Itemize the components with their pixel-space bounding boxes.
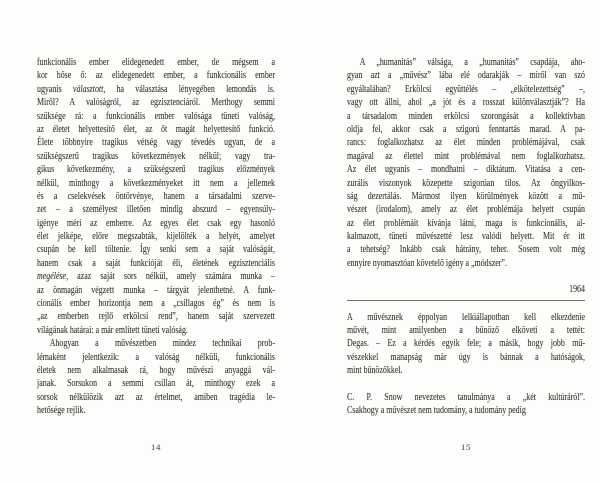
text-line: kalmazott, tüneti művészetté lesz valódi helyett. Mit ér itt — [347, 231, 585, 243]
italic-text: megélése — [37, 271, 67, 283]
text-line: nélkül, minthogy a következményeket itt nem a jellemek — [37, 177, 275, 189]
section-divider — [347, 300, 585, 301]
text-line: egyáltalában? Erkölcsi együttélés – „elkötelezettség” –, — [347, 83, 585, 95]
page-right-entry-top — [347, 56, 585, 270]
text-line: gikus következmény, a szükségszerű tragikus előzmények — [37, 164, 275, 176]
text-line: az önmagán végzett munka – tárgyát jelenthetné. A funk- — [37, 284, 275, 296]
text: , azaz saját sors nélkül, amely számára munka – — [66, 271, 275, 283]
text-line: vagy ott állni, ahol „a jót és a rosszat különválasztják”? Ha — [347, 97, 585, 109]
text-line: hanem csak a saját funkcióját éli, életének egzisztenciális — [37, 257, 275, 269]
page-number-right: 15 — [461, 442, 471, 452]
text-line: Élete többnyire tragikus vétség vagy tévedés ugyan, de a — [37, 137, 275, 149]
text-line — [37, 270, 275, 283]
text-line: sorsok nélkülözik azt az értelmet, amiben tragédia le- — [37, 391, 275, 403]
text-line: gyan azt a „művész” lába elé odarakják – miről van szó — [347, 70, 585, 82]
text-line: csupán be kell töltenie. Így senki sem a saját valóságát, — [37, 244, 275, 256]
page-left-text — [37, 56, 275, 418]
text-line: és a cselekvések öntörvénye, hanem a társadalmi szerve- — [37, 190, 275, 202]
text-line: janak. Sorsukon a semmi csillan át, minthogy ezek a — [37, 378, 275, 390]
text: ugyanis — [37, 83, 73, 95]
text-line: magával az élettel mint problémával nem foglalkozhatsz. — [347, 150, 585, 162]
text-line: igénye méri az emberre. Az egyes élet csak egy hasonló — [37, 217, 275, 229]
text-line: kor hőse ő: az elidegenedett ember, a funkcionális ember — [37, 70, 275, 82]
text-line: a társadalom minden erkölcsi szorongását a kollektívban — [347, 110, 585, 122]
text-line: hetősége rejlik. — [37, 405, 86, 417]
page-right-entry-bottom — [347, 311, 585, 418]
paragraph — [37, 56, 275, 337]
text-line: oldja fel, akkor csak a szigorú fenntartás marad. A pa- — [347, 123, 585, 135]
text-line: rancs: foglalkozhatsz az élet minden problémájával, csak — [347, 137, 585, 149]
text-line: Csakhogy a művészet nem tudomány, a tudomány pedig — [347, 405, 526, 417]
text-line: művét, mint amilyenben a bűnöző elköveti a tettét: — [347, 325, 585, 337]
text-line: C. P. Snow nevezetes tanulmánya a „két kultúráról”. — [347, 391, 585, 403]
text-line: az élet problémáit kívánja látni, maga is funkcionális, al- — [347, 217, 585, 229]
text-line: ság dezertálás. Mármost ilyen körülmények között a mű- — [347, 190, 585, 202]
text-line: funkcionális ember elidegenedett ember, de mégsem a — [37, 57, 275, 68]
text-line: Miről? A valóságról, az egzisztenciáról. Merthogy semmi — [37, 97, 275, 109]
paragraph — [37, 337, 275, 417]
text-line: Ahogyan a művészetben mindez technikai prob- — [49, 338, 275, 350]
text-line: az életet helyettesítő élet, az őt magát helyettesítő funkció. — [37, 123, 275, 135]
text-line: lémaként jelentkezik: a valóság nélküli, funkcionális — [37, 351, 275, 363]
year-label: 1964 — [569, 284, 585, 296]
text-line: Az élet ugyanis – mondhatni – diktátum. Vitatása a cen- — [347, 164, 585, 176]
text-line: vészet (irodalom), amely az élet problémája helyett csupán — [347, 204, 585, 216]
paragraph — [347, 311, 585, 378]
text-line: „az emberben rejlő erkölcsi rend”, hanem saját szervezett — [37, 311, 275, 323]
text-line: életek nem alkalmasak rá, hogy művészi anyaggá vál- — [37, 364, 275, 376]
text-line: A művésznek éppolyan lelkiállapotban kell elkezdenie — [347, 311, 585, 323]
page-number-left: 14 — [151, 442, 161, 452]
text-line: A „humanitás” válsága, a „humanitás” csapdája, aho- — [359, 57, 585, 68]
text-line: ennyire nyomasztóan követelő igény a „módszer”. — [347, 257, 507, 269]
text-line: világának határai: a már említett tüneti valóság. — [37, 324, 188, 336]
italic-text: választott — [72, 83, 104, 95]
text-line: vészekkel manapság már úgy is bánnak a hatóságok, — [347, 351, 585, 363]
text-line: zet – a személyest illetően mindig abszurd – egyensúly- — [37, 204, 275, 216]
text-line: Degas. – Ez a kérdés egyik fele; a másik, hogy jobb mű- — [347, 338, 585, 350]
text-line: a tehetség? Inkább csak hátrány, teher. Sosem volt még — [347, 244, 585, 256]
text: , ha választása lényegében lemondás is. — [103, 83, 276, 95]
paragraph — [347, 56, 585, 270]
page-right-text — [347, 56, 585, 418]
text-line — [37, 83, 275, 96]
text-line: szüksége rá: a funkcionális ember valósága tüneti valóság, — [37, 110, 275, 122]
text-line: cionális ember horizontja nem a „csillagos ég” és nem is — [37, 298, 275, 310]
text-line: szükségszerű tragikus következmények nélkül; vagy tra- — [37, 150, 275, 162]
paragraph — [347, 391, 585, 418]
text-line: zurális viszonyok közepette szigorúan tilos. Az öngyilkos- — [347, 177, 585, 189]
text-line: élet jelképe, előre megszabták, kijelölték a helyét, amelyet — [37, 231, 275, 243]
text-line: mint bűnözőkkel. — [347, 365, 403, 377]
